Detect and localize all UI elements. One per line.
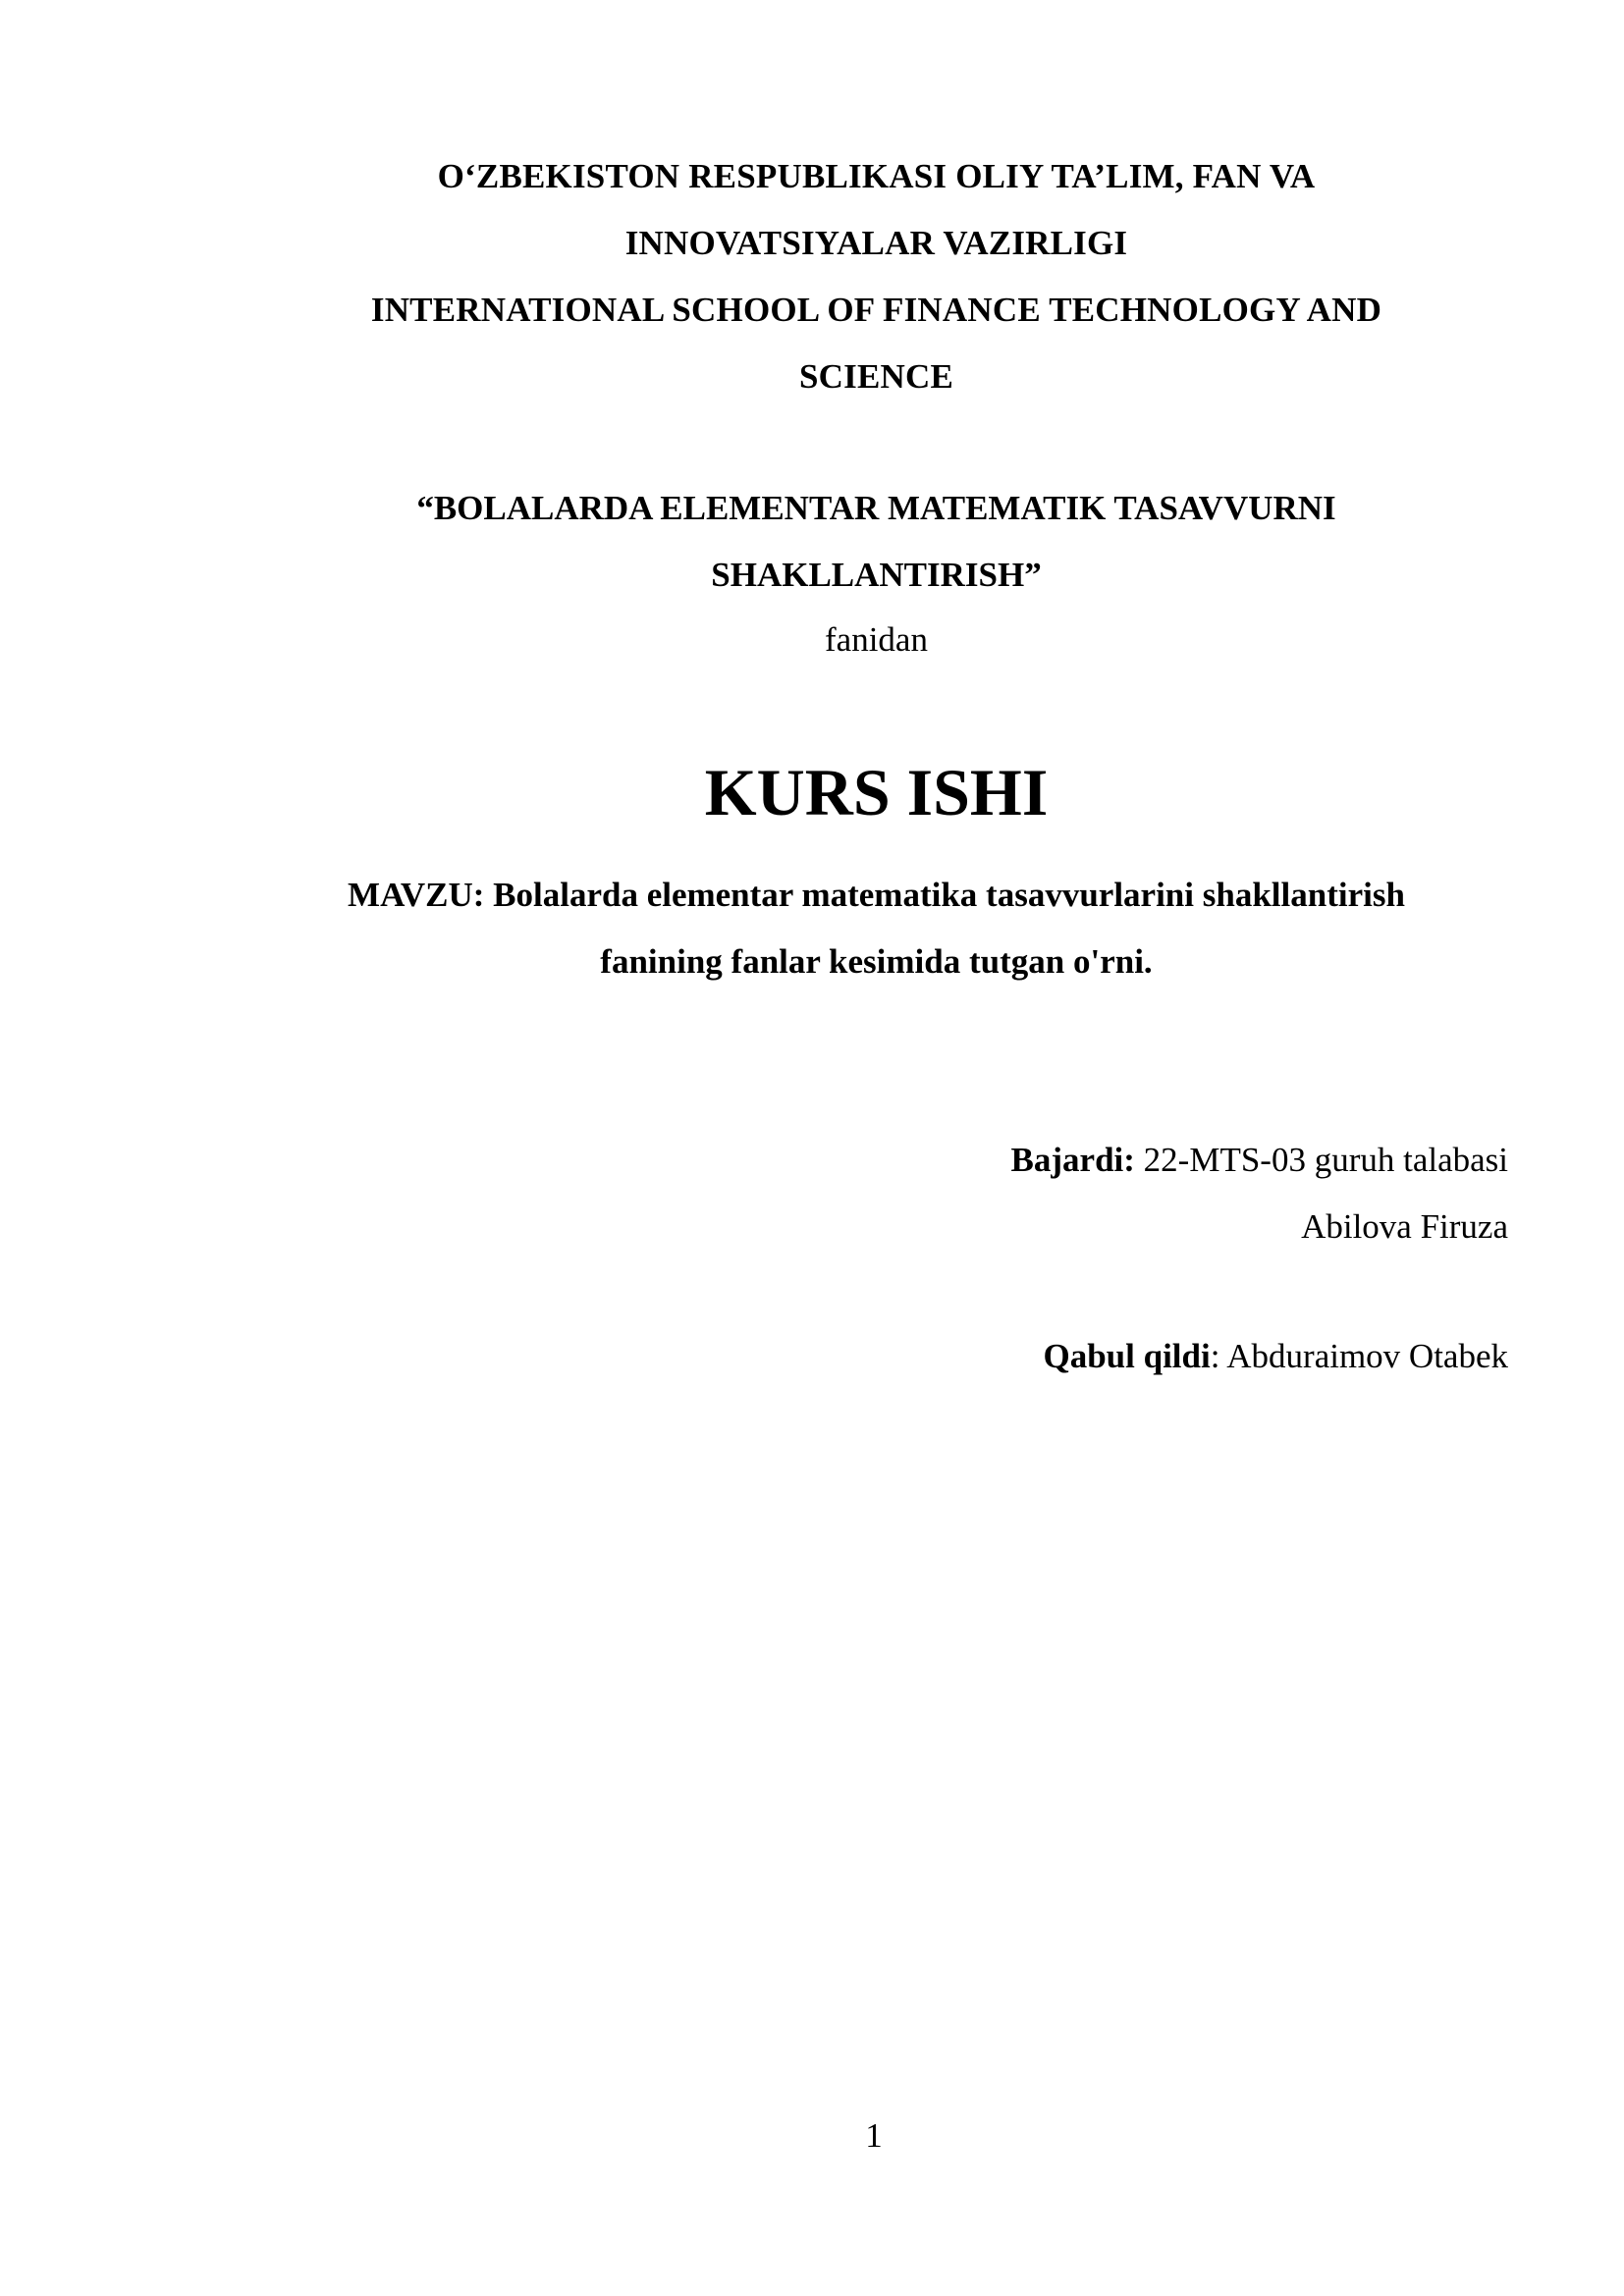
- subject-suffix: fanidan: [825, 620, 928, 659]
- supervisor-line: [1043, 1337, 1508, 1376]
- school-heading-line-2: SCIENCE: [798, 357, 953, 396]
- subject-line-2: SHAKLLANTIRISH”: [711, 556, 1042, 594]
- document-title: KURS ISHI: [704, 755, 1049, 829]
- topic-line-2: fanining fanlar kesimida tutgan o'rni.: [600, 942, 1153, 981]
- topic-line-1: MAVZU: Bolalarda elementar matematika tasavvurlarini shakllantirish: [348, 876, 1405, 914]
- subject-line-1: “BOLALARDA ELEMENTAR MATEMATIK TASAVVURNI: [416, 489, 1336, 527]
- ministry-heading-line-2: INNOVATSIYALAR VAZIRLIGI: [624, 224, 1128, 262]
- school-heading-line-1: INTERNATIONAL SCHOOL OF FINANCE TECHNOLOGY AND: [370, 291, 1382, 329]
- ministry-heading-line-1: O‘ZBEKISTON RESPUBLIKASI OLIY TA’LIM, FAN VA: [437, 157, 1316, 195]
- author-group: 22-MTS-03 guruh talabasi: [1134, 1141, 1508, 1179]
- supervisor-label: Qabul qildi: [1043, 1337, 1211, 1375]
- supervisor-name: : Abduraimov Otabek: [1210, 1337, 1508, 1375]
- author-name: Abilova Firuza: [1301, 1207, 1508, 1246]
- page-number: 1: [865, 2116, 883, 2155]
- author-line: [1011, 1141, 1508, 1180]
- author-label: Bajardi:: [1010, 1141, 1135, 1179]
